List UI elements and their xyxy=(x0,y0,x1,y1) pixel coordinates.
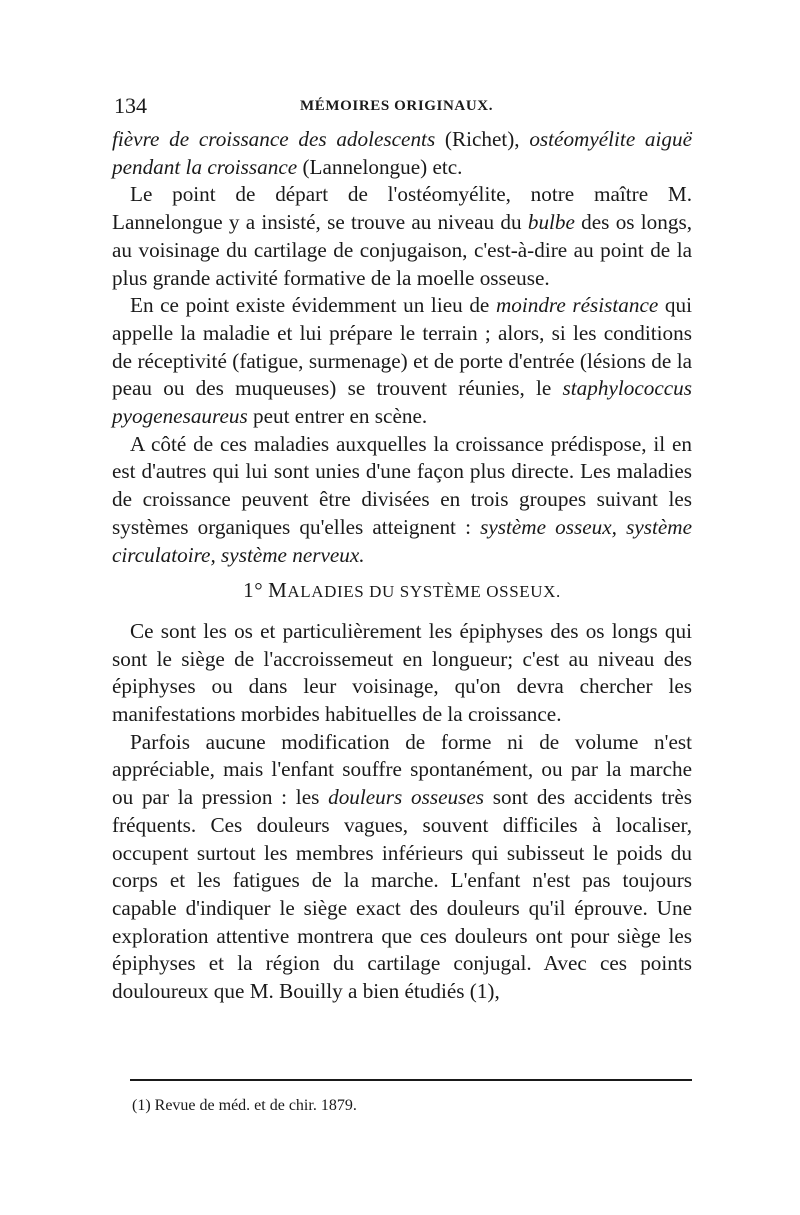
text-run: En ce point existe évidemment un lieu de xyxy=(130,293,496,318)
italic-term: ostéomyélite aiguë pendant la croissance xyxy=(112,127,693,179)
paragraph xyxy=(112,292,692,431)
italic-term: douleurs osseuses xyxy=(328,785,484,810)
text-run: Ce sont les os et particulièrement les épiphyses des os longs qui sont le siège de l'accroissemeut en longueur; c'est au niveau des épiphyses ou dans leur voisinage, qu'on devra chercher les manifestations morbides habituelles de la croissance. xyxy=(112,618,692,727)
text-run: (Richet), xyxy=(435,127,530,151)
italic-term: moindre résistance xyxy=(495,293,659,318)
page-header xyxy=(114,93,686,123)
italic-term: staphylococcus pyogenesaureus xyxy=(112,376,692,429)
text-run: A côté de ces maladies auxquelles la croissance prédispose, il en est d'autres qui lui sont unies d'une façon plus directe. Les maladies de croissance peuvent être divisées en trois groupes suivant les systèmes organiques qu'elles atteignent : xyxy=(112,431,692,539)
page-number: 134 xyxy=(114,93,147,118)
footnote: (1) Revue de méd. et de chir. 1879. xyxy=(132,1097,357,1114)
footnote-rule xyxy=(130,1079,692,1081)
text-run: Parfois aucune modification de forme ni de volume n'est appréciable, mais l'enfant souffre spontanément, ou par la marche ou par la pression : les xyxy=(112,729,692,810)
text-run: Le point de départ de l'ostéomyélite, notre maître M. Lannelongue y a insisté, se trouve au niveau du xyxy=(112,182,692,235)
section-title: ALADIES DU SYSTÈME OSSEUX. xyxy=(287,582,561,602)
paragraph xyxy=(112,181,692,292)
paragraph xyxy=(112,126,692,181)
text-run: peut entrer en scène. xyxy=(247,404,428,429)
body-text xyxy=(112,126,692,1006)
section-heading xyxy=(112,577,692,606)
italic-term: fièvre de croissance des adolescents xyxy=(112,127,436,151)
section-number: 1° xyxy=(243,578,264,603)
text-run: qui appelle la maladie et lui prépare le terrain ; alors, si les conditions de réceptivité (fatigue, surmenage) et de porte d'entrée (lésions de la peau ou des muqueuses) se trouvent réunies, le xyxy=(112,293,692,401)
running-title: MÉMOIRES ORIGINAUX. xyxy=(300,98,494,114)
paragraph xyxy=(112,618,692,729)
italic-term: système osseux, système circulatoire, système nerveux. xyxy=(112,514,692,567)
section-initial: M xyxy=(268,578,288,603)
text-run: (Lannelongue) etc. xyxy=(297,154,463,179)
paragraph xyxy=(112,729,692,1006)
text-run: des os longs, au voisinage du cartilage de conjugaison, c'est-à-dire au point de la plus grande activité formative de la moelle osseuse. xyxy=(112,210,692,290)
text-run: sont des accidents très fréquents. Ces douleurs vagues, souvent difficiles à localiser, occupent surtout les membres inférieurs qui subisseut le poids du corps et les fatigues de la marche. L'enfant n'est pas toujours capable d'indiquer le siège exact des douleurs qu'il éprouve. Une exploration attentive montrera que ces douleurs ont pour siège les épiphyses et la région du cartilage conjugal. Avec ces points douloureux que M. Bouilly a bien étudiés (1), xyxy=(112,785,692,1004)
paragraph xyxy=(112,431,692,570)
italic-term: bulbe xyxy=(527,210,575,235)
